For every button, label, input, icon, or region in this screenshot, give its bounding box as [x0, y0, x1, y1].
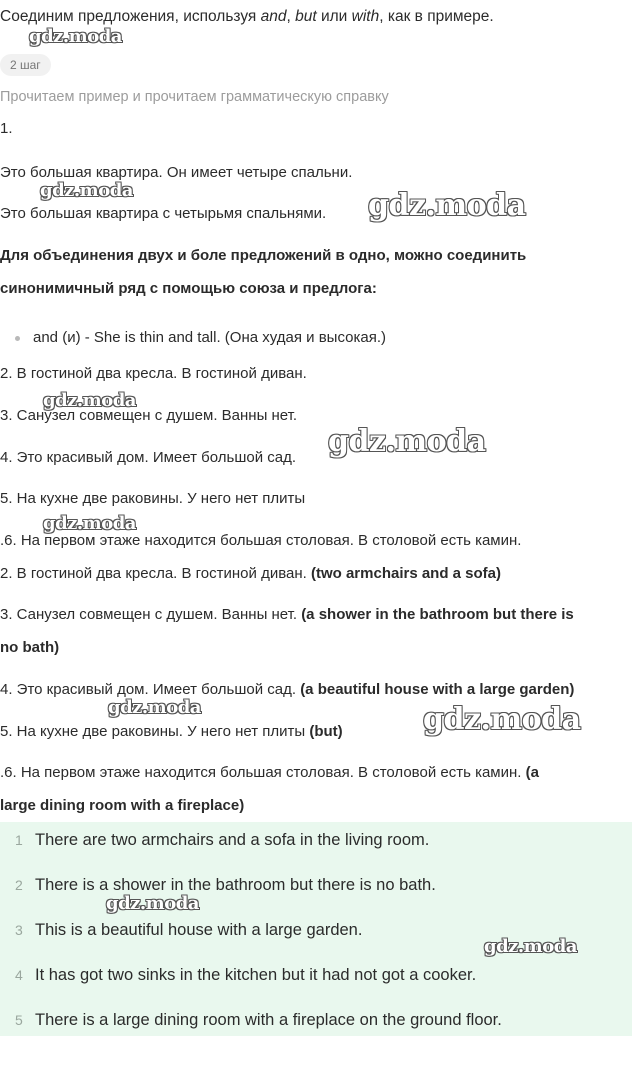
watermark: gdz.moda — [29, 26, 122, 47]
task-but: but — [295, 8, 317, 25]
example-line-2: Это большая квартира с четырьмя спальнями. — [0, 205, 327, 222]
solved-text: 2. В гостиной два кресла. В гостиной диван. — [0, 565, 311, 582]
solved-answer: (a beautiful house with a large garden) — [300, 681, 575, 698]
hint-text: Прочитаем пример и прочитаем грамматическую справку — [0, 89, 389, 105]
answer-text: There are two armchairs and a sofa in the living room. — [35, 831, 430, 849]
rule-line-1: Для объединения двух и боле предложений в одно, можно соединить — [0, 247, 527, 264]
watermark: gdz.moda — [328, 424, 486, 459]
solved-answer-cont: no bath) — [0, 639, 60, 656]
answer-number: 5 — [15, 1012, 23, 1028]
step-badge: 2 шаг — [0, 54, 51, 76]
solved-text: 3. Санузел совмещен с душем. Ванны нет. — [0, 606, 302, 623]
watermark: gdz.moda — [106, 893, 199, 914]
answer-text: There is a large dining room with a fireplace on the ground floor. — [35, 1011, 502, 1029]
answer-text: It has got two sinks in the kitchen but it had not got a cooker. — [35, 966, 477, 984]
task-item: 3. Санузел совмещен с душем. Ванны нет. — [0, 407, 298, 424]
solved-answer: (but) — [309, 723, 343, 740]
solved-answer: (a shower in the bathroom but there is — [301, 606, 574, 623]
bullet-dot — [15, 336, 20, 341]
answer-number: 4 — [15, 967, 23, 983]
task-and: and — [260, 8, 287, 25]
solved-text: 5. На кухне две раковины. У него нет плиты — [0, 723, 310, 740]
solved-answer-cont: large dining room with a fireplace) — [0, 797, 245, 814]
task-text: , как в примере. — [379, 8, 494, 25]
task-item: .6. На первом этаже находится большая столовая. В столовой есть камин. — [0, 532, 522, 549]
task-item: 2. В гостиной два кресла. В гостиной диван. — [0, 365, 307, 382]
task-instruction — [0, 7, 494, 27]
solved-item — [0, 605, 574, 625]
solved-item — [0, 564, 501, 584]
rule-line-2: синонимичный ряд с помощью союза и предлога: — [0, 280, 377, 297]
answer-text: This is a beautiful house with a large garden. — [35, 921, 363, 939]
watermark: gdz.moda — [108, 697, 201, 718]
answer-number: 3 — [15, 922, 23, 938]
watermark: gdz.moda — [43, 390, 136, 411]
solved-answer: (two armchairs and a sofa) — [310, 565, 502, 582]
task-text: или — [316, 8, 352, 25]
example-number: 1. — [0, 120, 13, 137]
solved-text: .6. На первом этаже находится большая столовая. В столовой есть камин. — [0, 764, 526, 781]
watermark: gdz.moda — [43, 513, 136, 534]
task-item: 4. Это красивый дом. Имеет большой сад. — [0, 449, 297, 466]
example-line-1: Это большая квартира. Он имеет четыре спальни. — [0, 164, 353, 181]
solved-item — [0, 763, 539, 783]
solved-answer: (a — [525, 764, 539, 781]
task-with: with — [351, 8, 380, 25]
solved-item — [0, 722, 343, 742]
task-sep: , — [286, 8, 296, 25]
solved-item — [0, 680, 574, 700]
task-item: 5. На кухне две раковины. У него нет плиты — [0, 490, 306, 507]
bullet-item: and (и) - She is thin and tall. (Она худая и высокая.) — [33, 329, 386, 346]
task-text: Соединим предложения, используя — [0, 8, 261, 25]
watermark: gdz.moda — [368, 188, 526, 223]
watermark: gdz.moda — [484, 936, 577, 957]
answers-panel — [0, 822, 632, 1036]
answer-number: 2 — [15, 877, 23, 893]
watermark: gdz.moda — [423, 702, 581, 737]
answer-number: 1 — [15, 832, 23, 848]
watermark: gdz.moda — [40, 180, 133, 201]
answer-text: There is a shower in the bathroom but there is no bath. — [35, 876, 436, 894]
solved-text: 4. Это красивый дом. Имеет большой сад. — [0, 681, 301, 698]
